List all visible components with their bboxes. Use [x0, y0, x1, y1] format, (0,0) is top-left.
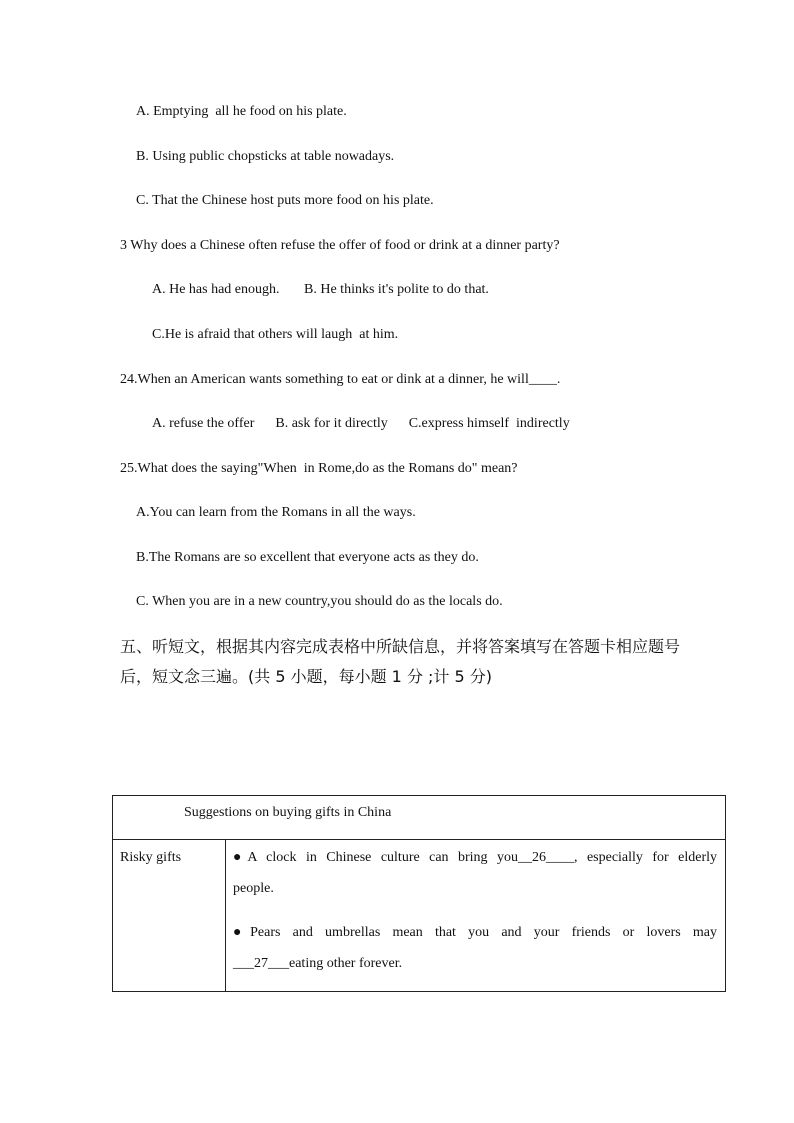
item-1-line-1: ●A clock in Chinese culture can bring you__26____, especially for elderly	[233, 850, 717, 865]
row-label-cell	[113, 840, 226, 992]
item-2-line-2: ___27___eating other forever.	[233, 956, 403, 971]
section-heading-line-2: 后，短文念三遍。(共 5 小题，每小题 1 分 ;计 5 分)	[120, 667, 493, 686]
row-label: Risky gifts	[120, 850, 182, 865]
question-25-option-a: A.You can learn from the Romans in all the ways.	[136, 505, 416, 520]
section-heading-line-1: 五、听短文，根据其内容完成表格中所缺信息，并将答案填写在答题卡相应题号	[120, 637, 681, 656]
row-content-cell	[226, 840, 726, 992]
question-24-options: A. refuse the offer B. ask for it directly C.express himself indirectly	[152, 416, 570, 431]
question-23-options-ab: A. He has had enough. B. He thinks it's polite to do that.	[152, 282, 489, 297]
option-a-prev: A. Emptying all he food on his plate.	[136, 104, 347, 119]
question-25-option-b: B.The Romans are so excellent that everyone acts as they do.	[136, 550, 479, 565]
question-23: 3 Why does a Chinese often refuse the offer of food or drink at a dinner party?	[120, 238, 560, 253]
item-1-line-2: people.	[233, 881, 274, 896]
table-title: Suggestions on buying gifts in China	[184, 805, 392, 820]
question-25: 25.What does the saying"When in Rome,do as the Romans do" mean?	[120, 461, 518, 476]
question-25-option-c: C. When you are in a new country,you should do as the locals do.	[136, 594, 503, 609]
option-b-prev: B. Using public chopsticks at table nowadays.	[136, 149, 395, 164]
table-row	[113, 840, 726, 992]
question-24: 24.When an American wants something to eat or dink at a dinner, he will____.	[120, 372, 561, 387]
table-header-row	[113, 796, 726, 840]
question-23-option-c: C.He is afraid that others will laugh at him.	[152, 327, 399, 342]
gift-suggestions-table	[112, 795, 726, 992]
option-c-prev: C. That the Chinese host puts more food on his plate.	[136, 193, 434, 208]
item-2-line-1: ●Pears and umbrellas mean that you and your friends or lovers may	[233, 925, 717, 940]
table-title-cell	[113, 796, 726, 840]
